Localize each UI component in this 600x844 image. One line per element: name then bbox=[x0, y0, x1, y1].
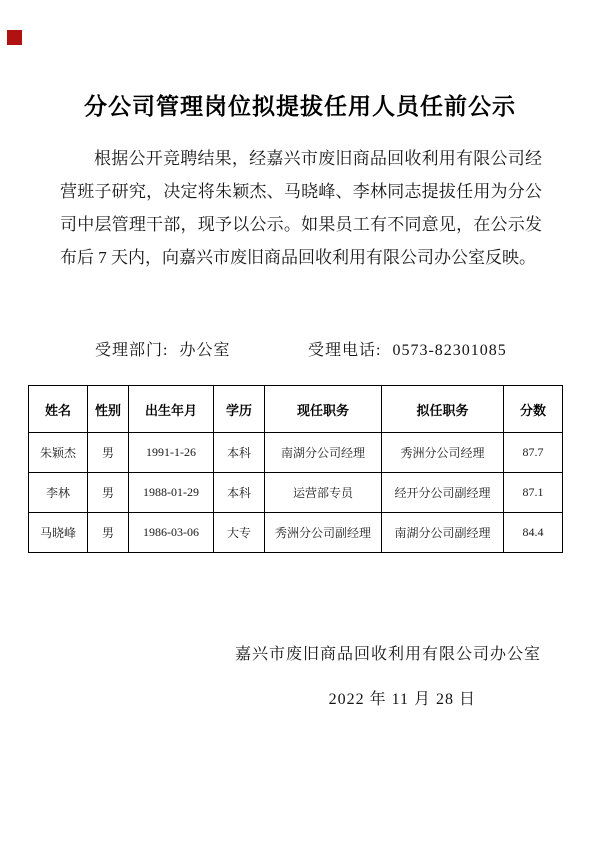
header-birthdate: 出生年月 bbox=[129, 386, 214, 433]
header-name: 姓名 bbox=[29, 386, 88, 433]
table-header-row bbox=[29, 386, 563, 433]
cell-name: 李林 bbox=[29, 473, 88, 513]
acceptance-department bbox=[95, 337, 230, 360]
cell-name: 马晓峰 bbox=[29, 513, 88, 553]
header-sex: 性别 bbox=[88, 386, 129, 433]
acceptance-department-label: 受理部门: bbox=[95, 342, 169, 359]
acceptance-department-value: 办公室 bbox=[179, 342, 231, 359]
cell-score: 87.7 bbox=[504, 433, 563, 473]
red-corner-marker bbox=[7, 30, 22, 45]
cell-sex: 男 bbox=[88, 433, 129, 473]
document-title: 分公司管理岗位拟提拔任用人员任前公示 bbox=[84, 94, 516, 119]
cell-score: 84.4 bbox=[504, 513, 563, 553]
cell-birthdate: 1988-01-29 bbox=[129, 473, 214, 513]
issue-date: 2022 年 11 月 28 日 bbox=[328, 691, 476, 708]
acceptance-phone-value: 0573-82301085 bbox=[392, 342, 507, 359]
cell-score: 87.1 bbox=[504, 473, 563, 513]
table-row bbox=[29, 513, 563, 553]
acceptance-phone-label: 受理电话: bbox=[308, 342, 382, 359]
cell-sex: 男 bbox=[88, 513, 129, 553]
header-education: 学历 bbox=[214, 386, 265, 433]
promotion-candidates-table bbox=[28, 385, 563, 553]
cell-current-position: 秀洲分公司副经理 bbox=[265, 513, 382, 553]
cell-name: 朱颖杰 bbox=[29, 433, 88, 473]
table-row bbox=[29, 473, 563, 513]
notice-body-paragraph: 根据公开竞聘结果，经嘉兴市废旧商品回收利用有限公司经营班子研究，决定将朱颖杰、马晓峰、李林同志提拔任用为分公司中层管理干部，现予以公示。如果员工有不同意见，在公示发布后 7 天内，向嘉兴市废旧商品回收利用有限公司办公室反映。 bbox=[60, 149, 542, 267]
issuing-office-signature: 嘉兴市废旧商品回收利用有限公司办公室 bbox=[234, 646, 541, 663]
cell-education: 大专 bbox=[214, 513, 265, 553]
cell-birthdate: 1991-1-26 bbox=[129, 433, 214, 473]
cell-education: 本科 bbox=[214, 473, 265, 513]
header-score: 分数 bbox=[504, 386, 563, 433]
cell-sex: 男 bbox=[88, 473, 129, 513]
cell-birthdate: 1986-03-06 bbox=[129, 513, 214, 553]
acceptance-phone bbox=[308, 337, 507, 360]
cell-current-position: 南湖分公司经理 bbox=[265, 433, 382, 473]
header-proposed-position: 拟任职务 bbox=[382, 386, 504, 433]
cell-proposed-position: 经开分公司副经理 bbox=[382, 473, 504, 513]
cell-current-position: 运营部专员 bbox=[265, 473, 382, 513]
cell-education: 本科 bbox=[214, 433, 265, 473]
acceptance-info-line bbox=[0, 337, 600, 359]
cell-proposed-position: 南湖分公司副经理 bbox=[382, 513, 504, 553]
header-current-position: 现任职务 bbox=[265, 386, 382, 433]
table-row bbox=[29, 433, 563, 473]
cell-proposed-position: 秀洲分公司经理 bbox=[382, 433, 504, 473]
